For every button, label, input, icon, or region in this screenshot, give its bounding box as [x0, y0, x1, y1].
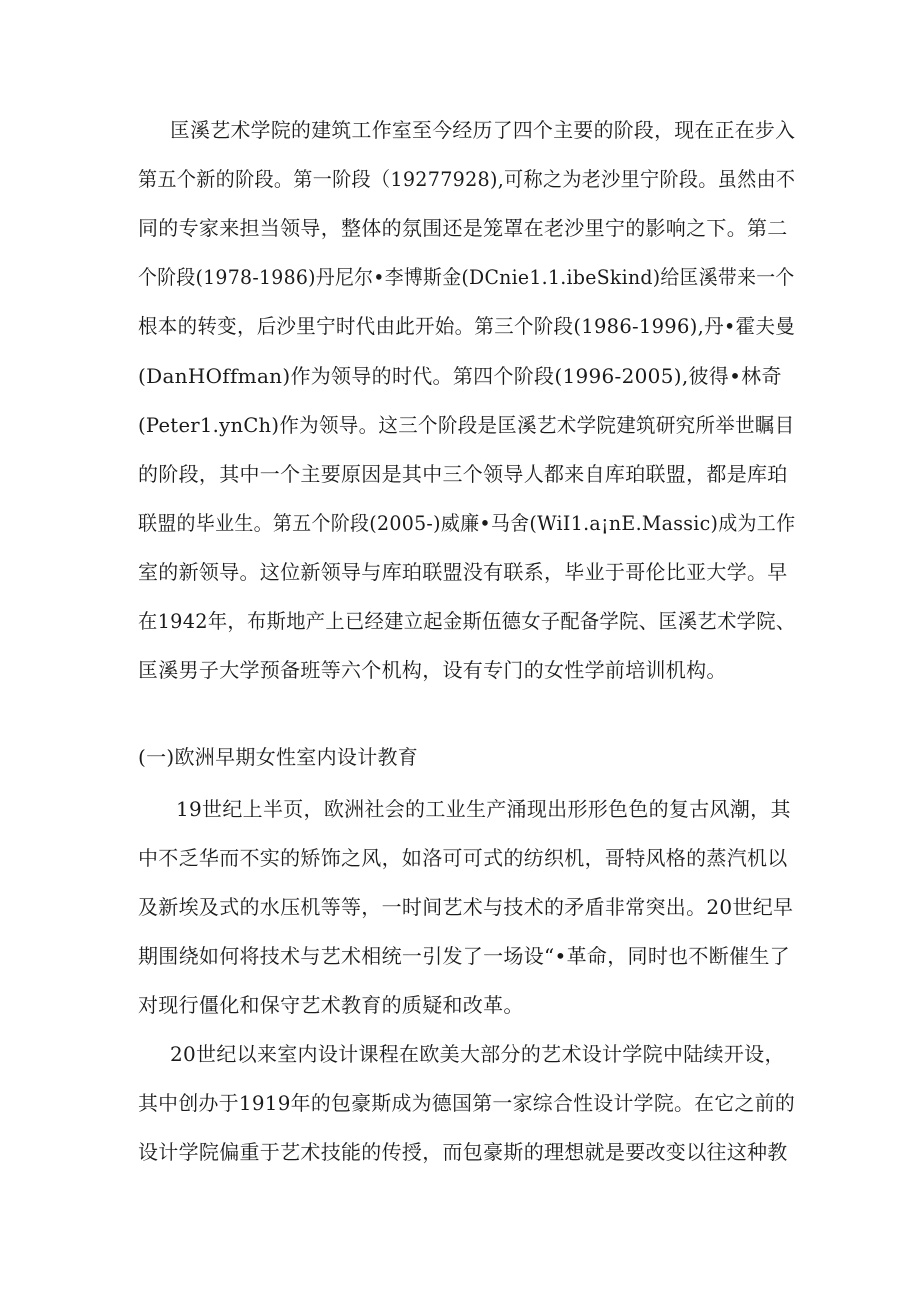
paragraph-line: 19世纪上半页，欧洲社会的工业生产涌现出形形色色的复古风潮，其	[176, 797, 791, 821]
paragraph-line: 同的专家来担当领导，整体的氛围还是笼罩在老沙里宁的影响之下。第二	[138, 216, 788, 240]
paragraph-line: 设计学院偏重于艺术技能的传授，而包豪斯的理想就是要改变以往这种教	[138, 1140, 788, 1164]
paragraph-line: 在1942年，布斯地产上已经建立起金斯伍德女子配备学院、匡溪艺术学院、	[138, 609, 796, 633]
paragraph-line: 期围绕如何将技术与艺术相统一引发了一场设“•革命，同时也不断催生了	[138, 944, 790, 968]
paragraph-line: 第五个新的阶段。第一阶段（19277928),可称之为老沙里宁阶段。虽然由不	[138, 167, 796, 191]
paragraph-line: 中不乏华而不实的矫饰之风，如洛可可式的纺织机，哥特风格的蒸汽机以	[138, 846, 788, 870]
paragraph-line: 20世纪以来室内设计课程在欧美大部分的艺术设计学院中陆续开设，	[170, 1042, 785, 1066]
paragraph-line: 室的新领导。这位新领导与库珀联盟没有联系，毕业于哥伦比亚大学。早	[138, 560, 788, 584]
paragraph-line: 其中创办于1919年的包豪斯成为德国第一家综合性设计学院。在它之前的	[138, 1091, 796, 1115]
paragraph-line: (Peter1.ynCh)作为领导。这三个阶段是匡溪艺术学院建筑研究所举世瞩目	[138, 413, 795, 437]
paragraph-line: 根本的转变，后沙里宁时代由此开始。第三个阶段(1986-1996),丹•霍夫曼	[138, 314, 796, 338]
paragraph-line: 个阶段(1978-1986)丹尼尔•李博斯金(DCnie1.1.ibeSkind)给匡溪带来一个	[138, 265, 795, 289]
paragraph-line: 及新埃及式的水压机等等，一时间艺术与技术的矛盾非常突出。20世纪早	[138, 895, 794, 919]
paragraph-line: 匡溪男子大学预备班等六个机构，设有专门的女性学前培训机构。	[138, 658, 727, 682]
paragraph-line: (DanHOffman)作为领导的时代。第四个阶段(1996-2005),彼得•林奇	[138, 364, 782, 388]
paragraph-line: 联盟的毕业生。第五个阶段(2005-)威廉•马舍(WiI1.a¡nE.Massic)成为工作	[138, 511, 796, 535]
paragraph-line: 匡溪艺术学院的建筑工作室至今经历了四个主要的阶段，现在正在步入	[170, 118, 796, 142]
paragraph-line: 对现行僵化和保守艺术教育的质疑和改革。	[138, 993, 524, 1017]
paragraph-line: 的阶段，其中一个主要原因是其中三个领导人都来自库珀联盟，都是库珀	[138, 462, 788, 486]
section-heading: (一)欧洲早期女性室内设计教育	[138, 745, 419, 769]
